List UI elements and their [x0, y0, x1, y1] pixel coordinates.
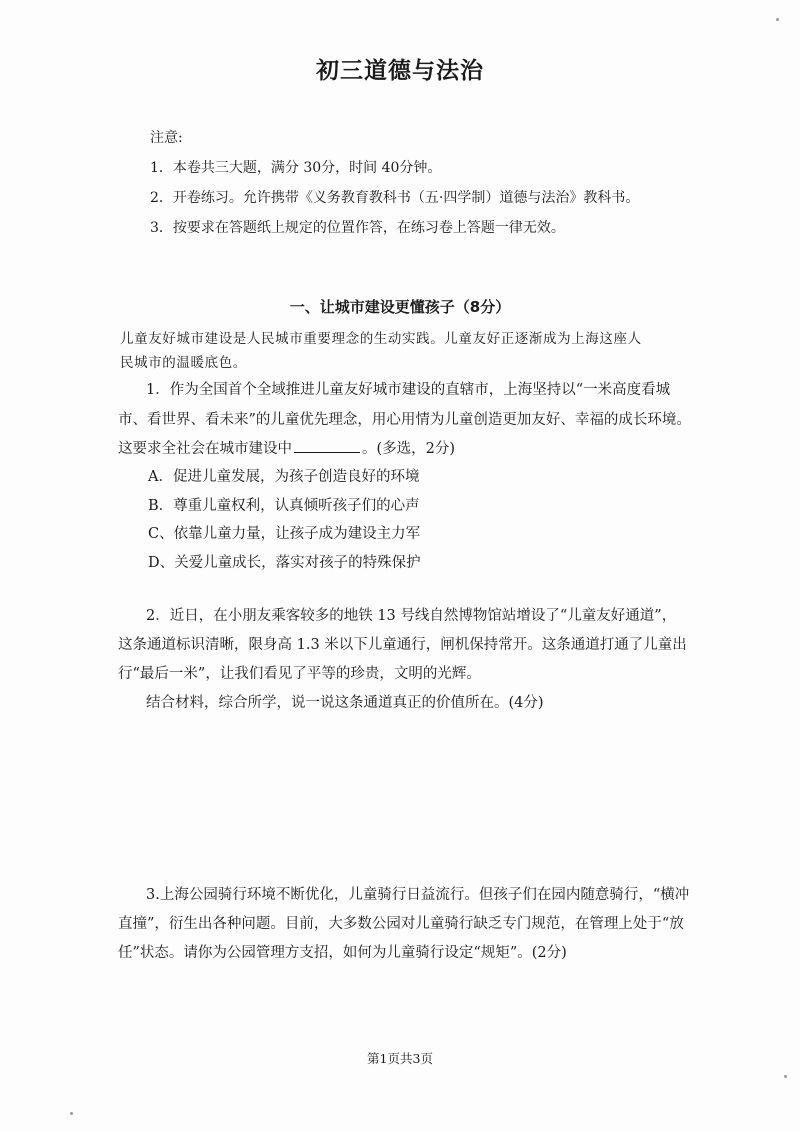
- question-2-text: 2．近日，在小朋友乘客较多的地铁 13 号线自然博物馆站增设了“儿童友好通道”，: [146, 608, 677, 624]
- page-footer: 第1页共3页: [367, 1051, 433, 1066]
- question-2-task: 结合材料，综合所学，说一说这条通道真正的价值所在。(4分): [146, 695, 544, 711]
- question-1-stem-prefix: 这要求全社会在城市建设中: [118, 441, 292, 457]
- page-title: 初三道德与法治: [316, 58, 484, 84]
- question-3-text: 3.上海公园骑行环境不断优化，儿童骑行日益流行。但孩子们在园内随意骑行，“横冲: [146, 887, 690, 903]
- option-d: D、关爱儿童成长，落实对孩子的特殊保护: [148, 555, 421, 571]
- section-title: 一、让城市建设更懂孩子（8分）: [289, 298, 511, 316]
- question-1-text: 市、看世界、看未来”的儿童优先理念，用心用情为儿童创造更加友好、幸福的成长环境。: [118, 412, 691, 428]
- section-intro: 民城市的温暖底色。: [120, 355, 247, 371]
- notes-label: 注意:: [150, 130, 183, 146]
- question-2-text: 这条通道标识清晰，限身高 1.3 米以下儿童通行，闸机保持常开。这条通道打通了儿童出: [118, 637, 687, 653]
- question-1-stem-suffix: 。(多选，2分): [362, 441, 456, 457]
- note-item: 1．本卷共三大题，满分 30分，时间 40分钟。: [150, 160, 442, 176]
- question-3-text: 直撞”，衍生出各种问题。目前，大多数公园对儿童骑行缺乏专门规范，在管理上处于“放: [118, 916, 684, 932]
- note-item: 2．开卷练习。允许携带《义务教育教科书（五·四学制）道德与法治》教科书。: [150, 190, 640, 206]
- option-c: C、依靠儿童力量，让孩子成为建设主力军: [148, 526, 421, 542]
- answer-blank: [294, 440, 360, 453]
- option-b: B．尊重儿童权利，认真倾听孩子们的心声: [148, 498, 420, 514]
- question-1-text: 1．作为全国首个全域推进儿童友好城市建设的直辖市，上海坚持以“一米高度看城: [146, 382, 671, 398]
- question-1-stem: [118, 437, 455, 458]
- scan-speck: [776, 18, 779, 21]
- option-a: A．促进儿童发展，为孩子创造良好的环境: [148, 469, 420, 485]
- question-2-text: 行“最后一米”，让我们看见了平等的珍贵，文明的光辉。: [118, 666, 481, 682]
- section-intro: 儿童友好城市建设是人民城市重要理念的生动实践。儿童友好正逐渐成为上海这座人: [120, 331, 642, 347]
- note-item: 3．按要求在答题纸上规定的位置作答，在练习卷上答题一律无效。: [150, 220, 565, 236]
- question-3-text: 任”状态。请你为公园管理方支招，如何为儿童骑行设定“规矩”。(2分): [118, 945, 567, 961]
- scan-speck: [70, 1112, 73, 1115]
- scan-speck: [784, 1075, 787, 1078]
